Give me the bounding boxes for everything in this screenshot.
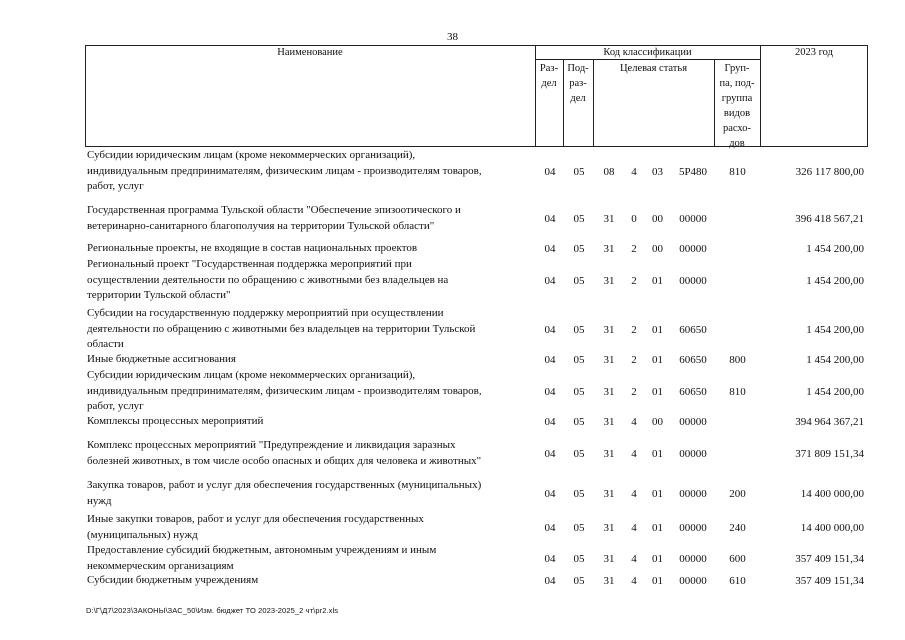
row-code-cs4: 00000 — [679, 488, 707, 500]
row-amount: 14 400 000,00 — [800, 488, 864, 500]
row-name — [87, 148, 537, 196]
row-code-cs4: 00000 — [679, 575, 707, 587]
row-code-cs1: 31 — [603, 353, 615, 366]
row-name-line: деятельности по обращению с животными без владельцев на территории Тульской — [87, 322, 476, 335]
row-code-rz: 04 — [544, 275, 556, 287]
row-code-cs2: 2 — [631, 324, 637, 336]
row-amount: 371 809 151,34 — [795, 448, 864, 460]
row-code-pr: 05 — [573, 522, 585, 534]
row-code-cs2: 2 — [631, 242, 637, 255]
row-code-rz: 04 — [544, 522, 556, 534]
table-row — [85, 203, 868, 235]
row-code-cs1: 31 — [603, 324, 615, 336]
row-name — [87, 368, 537, 416]
header-right-border — [867, 45, 868, 147]
row-name — [87, 543, 537, 575]
row-amount: 357 409 151,34 — [795, 575, 864, 587]
row-code-pr: 05 — [573, 275, 585, 287]
row-code-cs3: 00 — [652, 213, 663, 225]
row-name-line: Иные бюджетные ассигнования — [87, 353, 236, 365]
row-name-line: ветеринарно-санитарного благополучия на территории Тульской области" — [87, 219, 435, 232]
header-subsection — [563, 61, 593, 106]
row-code-cs4: 00000 — [679, 448, 707, 460]
row-code-cs4: 00000 — [679, 213, 707, 225]
header-expense-group — [714, 61, 760, 151]
row-name-line: некоммерческим организациям — [87, 559, 234, 572]
header-section-line: Раз- — [539, 63, 559, 74]
header-section-line: дел — [541, 78, 557, 89]
footer-file-path: D:\Г\Д7\2023\ЗАКОНЫ\ЗАС_50\Изм. бюджет ТО 2023-2025_2 чт\pr2.xls — [86, 606, 339, 615]
row-code-rz: 04 — [544, 386, 556, 398]
row-code-cs3: 01 — [652, 553, 663, 565]
row-code-cs1: 31 — [603, 416, 615, 428]
row-name-line: болезней животных, в том числе особо опасных и общих для человека и животных" — [87, 454, 482, 467]
row-code-pr: 05 — [573, 488, 585, 500]
row-code-cs1: 31 — [603, 386, 615, 398]
row-code-pr: 05 — [573, 553, 585, 565]
header-subsection-line: Под- — [567, 63, 589, 74]
row-name-line: (муниципальных) нужд — [87, 528, 198, 541]
row-code-pr: 05 — [573, 416, 585, 428]
row-amount: 326 117 800,00 — [795, 166, 864, 178]
row-code-cs2: 2 — [631, 386, 637, 398]
row-name-line: Комплексы процессных мероприятий — [87, 415, 264, 427]
row-code-cs2: 2 — [631, 353, 637, 366]
row-code-rz: 04 — [544, 242, 556, 255]
row-code-cs2: 4 — [631, 448, 637, 460]
row-code-vr: 810 — [729, 386, 746, 398]
row-name-line: Закупка товаров, работ и услуг для обеспечения государственных (муниципальных) — [87, 479, 482, 491]
row-name-line: Иные закупки товаров, работ и услуг для обеспечения государственных — [87, 513, 424, 525]
row-name — [87, 257, 537, 305]
header-year-col: 2023 год — [795, 47, 833, 58]
row-code-cs2: 4 — [631, 522, 637, 534]
row-code-cs3: 01 — [652, 522, 663, 534]
row-code-cs4: 5Р480 — [678, 166, 708, 178]
row-code-cs2: 4 — [631, 166, 637, 178]
row-code-vr: 800 — [729, 353, 746, 366]
row-name — [87, 203, 537, 235]
row-amount: 396 418 567,21 — [795, 213, 864, 225]
row-code-pr: 05 — [573, 386, 585, 398]
row-name-line: Субсидии юридическим лицам (кроме некоммерческих организаций), — [87, 149, 416, 161]
row-code-cs1: 31 — [603, 488, 615, 500]
header-name-col: Наименование — [277, 47, 343, 58]
row-name-line: области — [87, 338, 124, 350]
row-code-pr: 05 — [573, 448, 585, 460]
row-code-pr: 05 — [573, 575, 585, 587]
table-row — [85, 257, 868, 305]
row-code-cs3: 00 — [652, 242, 663, 255]
header-subsection-line: раз- — [569, 78, 587, 89]
row-code-pr: 05 — [573, 213, 585, 225]
row-code-cs2: 4 — [631, 488, 637, 500]
row-code-vr: 810 — [729, 166, 746, 178]
table-row — [85, 368, 868, 416]
row-name-line: работ, услуг — [87, 180, 144, 192]
row-code-pr: 05 — [573, 353, 585, 366]
header-subsection-line: дел — [570, 93, 586, 104]
row-code-cs3: 01 — [652, 275, 663, 287]
header-expense-line: дов — [729, 138, 745, 149]
row-code-cs2: 4 — [631, 416, 637, 428]
row-amount: 1 454 200,00 — [806, 386, 864, 398]
header-section — [535, 61, 563, 91]
row-name — [87, 241, 537, 256]
table-row — [85, 543, 868, 575]
row-name-line: территории Тульской области" — [87, 289, 231, 301]
row-code-cs4: 00000 — [679, 553, 707, 565]
row-code-cs3: 01 — [652, 386, 663, 398]
row-code-cs1: 31 — [603, 575, 615, 587]
header-expense-line: видов — [723, 108, 751, 119]
row-code-vr: 600 — [729, 553, 746, 565]
row-code-cs4: 00000 — [679, 416, 707, 428]
table-row — [85, 438, 868, 470]
row-code-cs4: 60650 — [679, 353, 707, 366]
row-code-cs1: 08 — [603, 166, 615, 178]
row-name — [87, 573, 537, 589]
row-code-cs3: 01 — [652, 448, 663, 460]
row-amount: 1 454 200,00 — [806, 242, 864, 255]
row-code-cs2: 2 — [631, 275, 637, 287]
row-code-cs3: 01 — [652, 575, 663, 587]
row-amount: 1 454 200,00 — [806, 324, 864, 336]
row-code-pr: 05 — [573, 324, 585, 336]
row-code-cs4: 00000 — [679, 522, 707, 534]
row-code-cs1: 31 — [603, 553, 615, 565]
header-target-article: Целевая статья — [619, 63, 688, 74]
row-name — [87, 512, 537, 544]
table-row — [85, 478, 868, 510]
row-code-cs1: 31 — [603, 213, 615, 225]
row-name-line: Региональный проект "Государственная поддержка мероприятий при — [87, 258, 412, 270]
row-code-cs2: 4 — [631, 575, 637, 587]
row-name — [87, 352, 537, 367]
row-name-line: работ, услуг — [87, 400, 144, 412]
row-code-vr: 610 — [729, 575, 746, 587]
row-code-cs1: 31 — [603, 522, 615, 534]
row-name-line: индивидуальным предпринимателям, физическим лицам - производителям товаров, — [87, 164, 482, 177]
row-code-rz: 04 — [544, 448, 556, 460]
row-code-cs1: 31 — [603, 448, 615, 460]
row-code-vr: 200 — [729, 488, 746, 500]
row-code-rz: 04 — [544, 575, 556, 587]
row-code-cs3: 03 — [652, 166, 663, 178]
header-expense-line: группа — [721, 93, 753, 104]
row-name-line: Государственная программа Тульской области "Обеспечение эпизоотического и — [87, 204, 461, 216]
row-code-pr: 05 — [573, 242, 585, 255]
row-amount: 357 409 151,34 — [795, 553, 864, 565]
row-name-line: Региональные проекты, не входящие в состав национальных проектов — [87, 242, 418, 254]
row-code-cs3: 01 — [652, 488, 663, 500]
table-row — [85, 306, 868, 354]
row-name-line: Предоставление субсидий бюджетным, автономным учреждениям и иным — [87, 544, 437, 556]
row-code-rz: 04 — [544, 166, 556, 178]
row-name-line: Субсидии на государственную поддержку мероприятий при осуществлении — [87, 307, 444, 319]
row-code-cs1: 31 — [603, 275, 615, 287]
table-row — [85, 241, 868, 256]
row-name-line: Субсидии бюджетным учреждениям — [87, 574, 259, 586]
row-name — [87, 438, 537, 470]
header-expense-line: па, под- — [719, 78, 755, 89]
row-name-line: нужд — [87, 494, 112, 507]
row-code-rz: 04 — [544, 353, 556, 366]
header-code-group: Код классификации — [603, 47, 692, 58]
row-code-cs2: 4 — [631, 553, 637, 565]
header-expense-line: расхо- — [722, 123, 752, 134]
table-row — [85, 352, 868, 367]
table-header — [85, 45, 868, 147]
row-amount: 1 454 200,00 — [806, 275, 864, 287]
row-code-pr: 05 — [573, 166, 585, 178]
header-left-border — [85, 45, 86, 147]
row-code-cs4: 60650 — [679, 386, 707, 398]
table-row — [85, 573, 868, 589]
row-code-rz: 04 — [544, 213, 556, 225]
row-code-cs4: 00000 — [679, 275, 707, 287]
row-code-cs1: 31 — [603, 242, 615, 255]
row-amount: 14 400 000,00 — [800, 522, 864, 534]
page-number: 38 — [447, 31, 458, 43]
row-amount: 394 964 367,21 — [795, 416, 864, 428]
row-name-line: осуществлении деятельности по обращению с животными без владельцев на — [87, 273, 449, 286]
header-divider-year — [760, 45, 761, 147]
row-name — [87, 306, 537, 354]
table-row — [85, 512, 868, 544]
row-name — [87, 414, 537, 430]
table-row — [85, 148, 868, 196]
row-code-cs2: 0 — [631, 213, 637, 225]
row-name-line: Комплекс процессных мероприятий "Предупреждение и ликвидация заразных — [87, 439, 456, 451]
row-code-cs3: 01 — [652, 353, 663, 366]
row-name — [87, 478, 537, 510]
row-code-vr: 240 — [729, 522, 746, 534]
row-code-rz: 04 — [544, 324, 556, 336]
header-expense-line: Груп- — [724, 63, 750, 74]
table-row — [85, 414, 868, 430]
row-code-rz: 04 — [544, 488, 556, 500]
row-code-cs3: 01 — [652, 324, 663, 336]
row-name-line: индивидуальным предпринимателям, физическим лицам - производителям товаров, — [87, 384, 482, 397]
row-code-cs4: 00000 — [679, 242, 707, 255]
row-code-rz: 04 — [544, 416, 556, 428]
row-code-rz: 04 — [544, 553, 556, 565]
row-amount: 1 454 200,00 — [806, 353, 864, 366]
row-name-line: Субсидии юридическим лицам (кроме некоммерческих организаций), — [87, 369, 416, 381]
row-code-cs4: 60650 — [679, 324, 707, 336]
row-code-cs3: 00 — [652, 416, 663, 428]
